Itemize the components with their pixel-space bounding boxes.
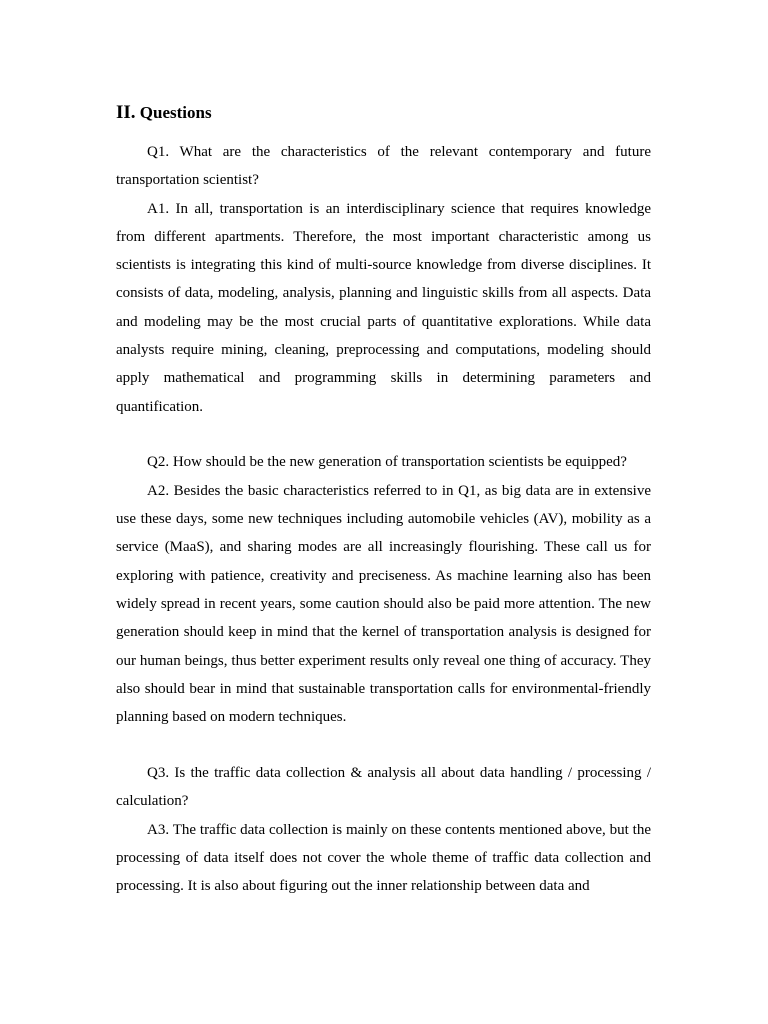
- section-numeral: II.: [116, 102, 136, 123]
- section-heading: [116, 101, 212, 125]
- paragraph-gap: [116, 731, 651, 759]
- question-q3: Q3. Is the traffic data collection & analysis all about data handling / processing / calculation?: [116, 764, 651, 810]
- paragraph-gap: [116, 421, 651, 449]
- question-q1: Q1. What are the characteristics of the relevant contemporary and future transportation scientist?: [116, 144, 651, 189]
- answer-a1: A1. In all, transportation is an interdisciplinary science that requires knowledge from different apartments. Therefore, the most important characteristic among us scientists is integrating this kind of multi-source knowledge from diverse disciplines. It consists of data, modeling, analysis, planning and linguistic skills from all aspects. Data and modeling may be the most crucial parts of quantitative explorations. While data analysts require mining, cleaning, preprocessing and computations, modeling should apply mathematical and programming skills in determining parameters and quantification.: [116, 200, 651, 415]
- questions-body: [116, 138, 651, 900]
- answer-a3: A3. The traffic data collection is mainly on these contents mentioned above, but the processing of data itself does not cover the whole theme of traffic data collection and processing. It is also about figuring out the inner relationship between data and: [116, 821, 651, 895]
- section-title: Questions: [139, 103, 212, 122]
- question-q2: Q2. How should be the new generation of transportation scientists be equipped?: [147, 454, 627, 471]
- answer-a2: A2. Besides the basic characteristics referred to in Q1, as big data are in extensive use these days, some new techniques including automobile vehicles (AV), mobility as a service (MaaS), and sharing modes are all increasingly flourishing. These call us for exploring with patience, creativity and preciseness. As machine learning also has been widely spread in recent years, some caution should also be paid more attention. The new generation should keep in mind that the kernel of transportation analysis is designed for our human beings, thus better experiment results only reveal one thing of accuracy. They also should bear in mind that sustainable transportation calls for environmental-friendly planning based on modern techniques.: [116, 482, 651, 726]
